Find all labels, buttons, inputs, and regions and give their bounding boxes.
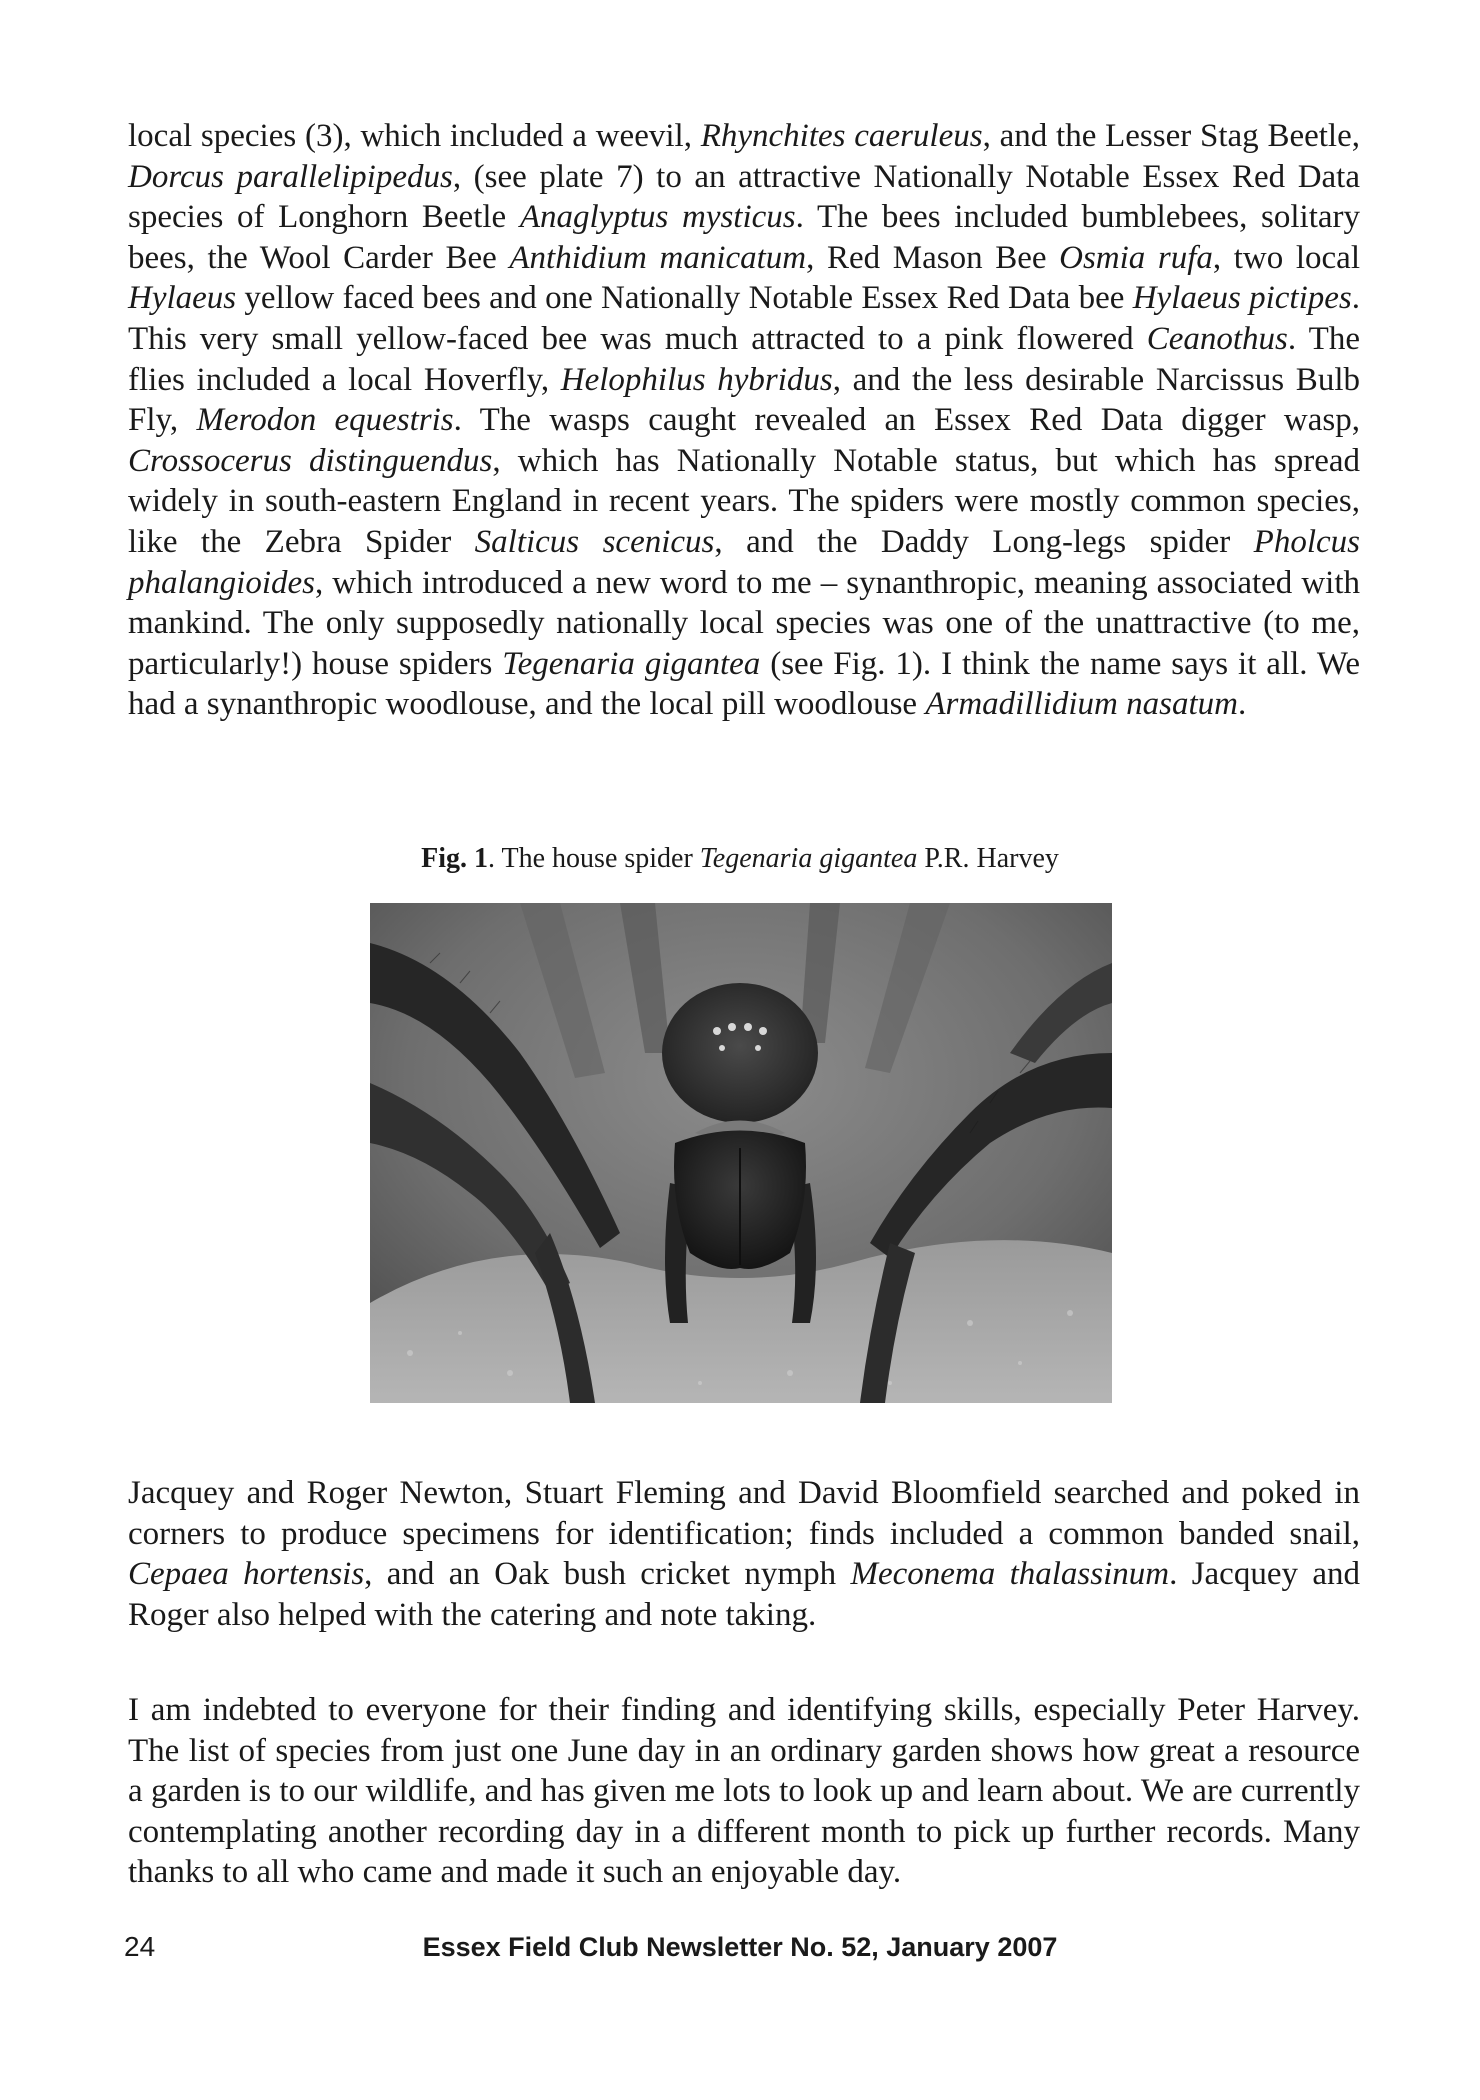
species-name: Hylaeus: [128, 280, 237, 317]
text-run: local species (3), which included a weevil,: [128, 118, 701, 154]
species-name: Tegenaria gigantea: [502, 645, 761, 682]
text-run: , two local: [1212, 239, 1360, 276]
species-name: Pholcus phalangioides: [128, 523, 1360, 601]
text-run: , and the Lesser Stag Beetle,: [982, 118, 1360, 154]
species-name: Hylaeus pictipes: [1132, 280, 1352, 317]
species-name: Meconema thalassinum: [850, 1556, 1170, 1593]
text-run: , which introduced a new word to me – synanthropic, meaning associated with mankind. The only supposedly nationally local species was one of the unattractive (to me, particularly!) house spiders: [128, 564, 1360, 682]
text-run: . The wasps caught revealed an Essex Red Data digger wasp,: [453, 402, 1360, 439]
caption-text: . The house spider: [488, 843, 700, 874]
text-run: , and the Daddy Long-legs spider: [714, 523, 1254, 560]
text-run: .: [1237, 686, 1247, 723]
species-name: Osmia rufa: [1059, 239, 1213, 276]
body-paragraph-species-list: [128, 116, 1360, 725]
body-paragraph-helpers: [128, 1473, 1360, 1635]
text-run: Jacquey and Roger Newton, Stuart Fleming and David Bloomfield searched and poked in corners to produce specimens for identification; finds included a common banded snail,: [128, 1475, 1360, 1552]
species-name: Ceanothus: [1146, 320, 1288, 357]
species-name: Helophilus hybridus: [560, 361, 833, 398]
species-name: Anthidium manicatum: [509, 239, 807, 276]
paragraph-text: I am indebted to everyone for their finding and identifying skills, especially Peter Harvey. The list of species from just one June day in an ordinary garden shows how great a resource a garden is to our wildlife, and has given me lots to look up and learn about. We are currently contemplating another recording day in a different month to pick up further records. Many thanks to all who came and made it such an enjoyable day.: [128, 1692, 1360, 1891]
figure-caption: [0, 842, 1480, 876]
paragraph-text: [128, 1473, 1360, 1635]
caption-credit: P.R. Harvey: [917, 843, 1059, 874]
text-run: . Jacquey and Roger also helped with the catering and note taking.: [128, 1556, 1360, 1633]
text-run: (see Fig. 1). I think the name says it all. We had a synanthropic woodlouse, and the local pill woodlouse: [128, 645, 1360, 723]
text-run: . This very small yellow-faced bee was much attracted to a pink flowered: [128, 280, 1360, 357]
text-run: , Red Mason Bee: [806, 239, 1060, 276]
spider-photo: [370, 903, 1112, 1403]
species-name: Salticus scenicus: [474, 523, 715, 560]
species-name: Cepaea hortensis: [128, 1556, 365, 1593]
species-name: Dorcus parallelipipedus: [128, 158, 453, 195]
figure-label: Fig. 1: [421, 843, 489, 874]
species-name: Anaglyptus mysticus: [519, 199, 796, 236]
species-name: Rhynchites caeruleus: [700, 118, 983, 154]
publication-title: Essex Field Club Newsletter No. 52, January 2007: [422, 1932, 1058, 1962]
paragraph-text: [128, 116, 1360, 725]
caption-species: Tegenaria gigantea: [699, 843, 918, 874]
text-run: . The bees included bumblebees, solitary bees, the Wool Carder Bee: [128, 199, 1360, 276]
text-run: , and an Oak bush cricket nymph: [364, 1556, 851, 1593]
species-name: Merodon equestris: [196, 402, 454, 439]
text-run: , and the less desirable Narcissus Bulb Fly,: [128, 361, 1360, 439]
text-run: , which has Nationally Notable status, but which has spread widely in south-eastern England in recent years. The spiders were mostly common species, like the Zebra Spider: [128, 442, 1360, 560]
body-paragraph-thanks: [128, 1690, 1360, 1893]
text-run: , (see plate 7) to an attractive Nationally Notable Essex Red Data species of Longhorn Beetle: [128, 158, 1360, 236]
species-name: Crossocerus distinguendus: [128, 442, 493, 479]
species-name: Armadillidium nasatum: [925, 686, 1238, 723]
text-run: . The flies included a local Hoverfly,: [128, 320, 1360, 398]
page-number: 24: [124, 1931, 156, 1962]
text-run: yellow faced bees and one Nationally Notable Essex Red Data bee: [236, 280, 1133, 317]
